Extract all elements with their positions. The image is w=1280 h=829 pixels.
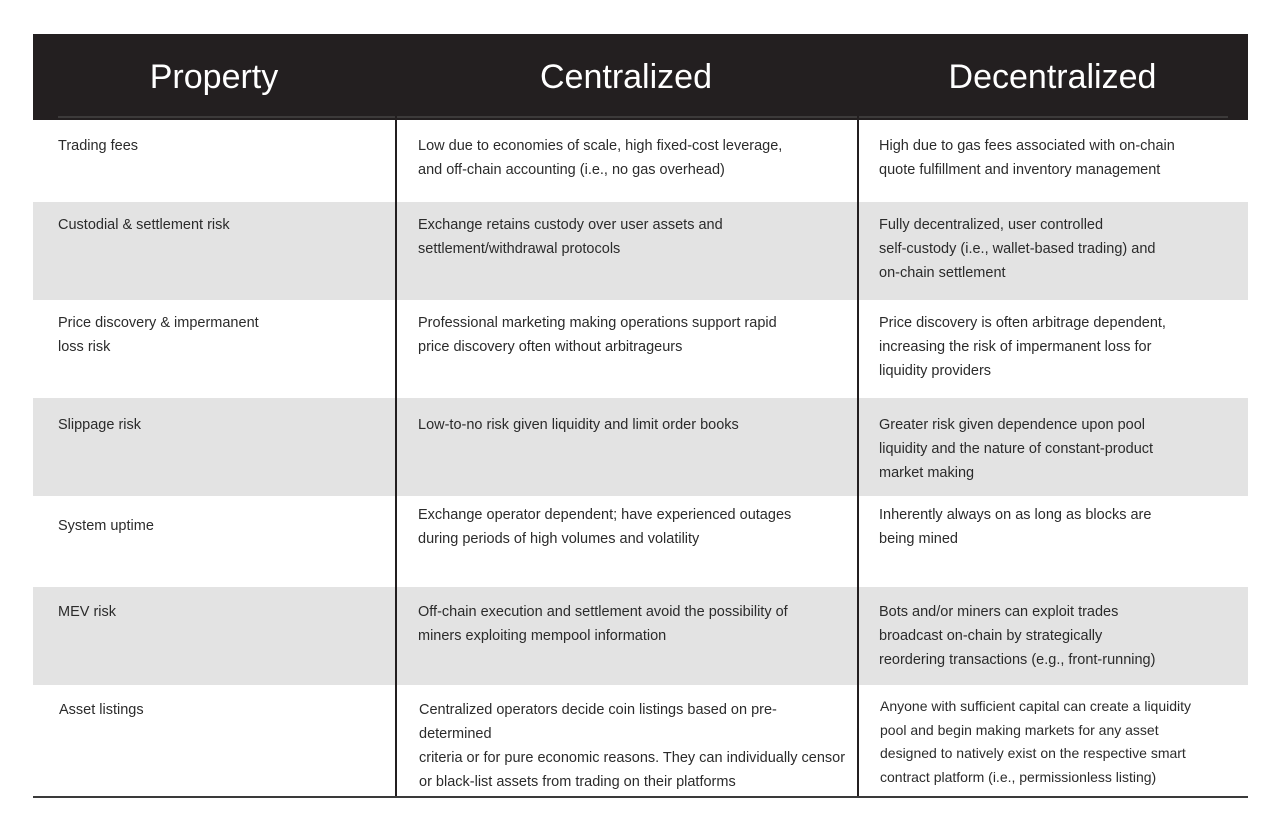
cell-decentralized: Price discovery is often arbitrage dependent, increasing the risk of impermanent loss for liquidity providers: [879, 315, 1166, 379]
cell-centralized: Professional marketing making operations support rapid price discovery often without arbitrageurs: [418, 315, 777, 355]
cell-decentralized: High due to gas fees associated with on-chain quote fulfillment and inventory management: [879, 138, 1175, 178]
table-header: [33, 34, 1248, 120]
cell-decentralized: Anyone with sufficient capital can create a liquidity pool and begin making markets for any asset designed to natively exist on the respective smart contract platform (i.e., permissionless listing): [880, 698, 1192, 785]
table-row: [33, 685, 1248, 795]
table-row: [33, 120, 1248, 202]
cell-centralized: Exchange operator dependent; have experienced outages during periods of high volumes and volatility: [418, 507, 792, 547]
table-bottom-border: [33, 796, 1248, 798]
cell-property: MEV risk: [58, 604, 116, 620]
cell-property: Trading fees: [58, 138, 139, 154]
cell-centralized: Exchange retains custody over user assets and settlement/withdrawal protocols: [418, 217, 723, 257]
cell-property: Slippage risk: [58, 417, 142, 433]
table-row: [33, 300, 1248, 398]
table-row: [33, 496, 1248, 587]
cell-centralized: Low due to economies of scale, high fixed-cost leverage, and off-chain accounting (i.e., no gas overhead): [418, 138, 783, 178]
column-divider: [857, 36, 859, 797]
cell-property: Price discovery & impermanent loss risk: [58, 315, 259, 355]
header-property: Property: [149, 57, 279, 96]
table-row: [33, 398, 1248, 496]
cell-property: Custodial & settlement risk: [58, 217, 230, 233]
cell-decentralized: Inherently always on as long as blocks are being mined: [879, 507, 1152, 547]
cell-centralized: Low-to-no risk given liquidity and limit order books: [418, 417, 739, 433]
cell-decentralized: Bots and/or miners can exploit trades broadcast on-chain by strategically reordering transactions (e.g., front-running): [879, 604, 1156, 668]
cell-centralized: Centralized operators decide coin listings based on pre-determined criteria or for pure economic reasons. They can individually censor or black-list assets from trading on their platforms: [419, 702, 846, 790]
header-decentralized: Decentralized: [948, 57, 1157, 96]
cell-property: System uptime: [58, 518, 154, 534]
cell-decentralized: Greater risk given dependence upon pool liquidity and the nature of constant-product market making: [879, 417, 1154, 481]
cell-property: Asset listings: [59, 702, 144, 718]
cell-centralized: Off-chain execution and settlement avoid the possibility of miners exploiting mempool information: [418, 604, 788, 644]
header-centralized: Centralized: [540, 57, 712, 96]
cell-decentralized: Fully decentralized, user controlled self-custody (i.e., wallet-based trading) and on-chain settlement: [879, 217, 1156, 281]
comparison-table: [33, 34, 1248, 795]
column-divider: [395, 36, 397, 797]
table-row: [33, 202, 1248, 300]
table-row: [33, 587, 1248, 685]
header-divider: [58, 116, 1228, 118]
